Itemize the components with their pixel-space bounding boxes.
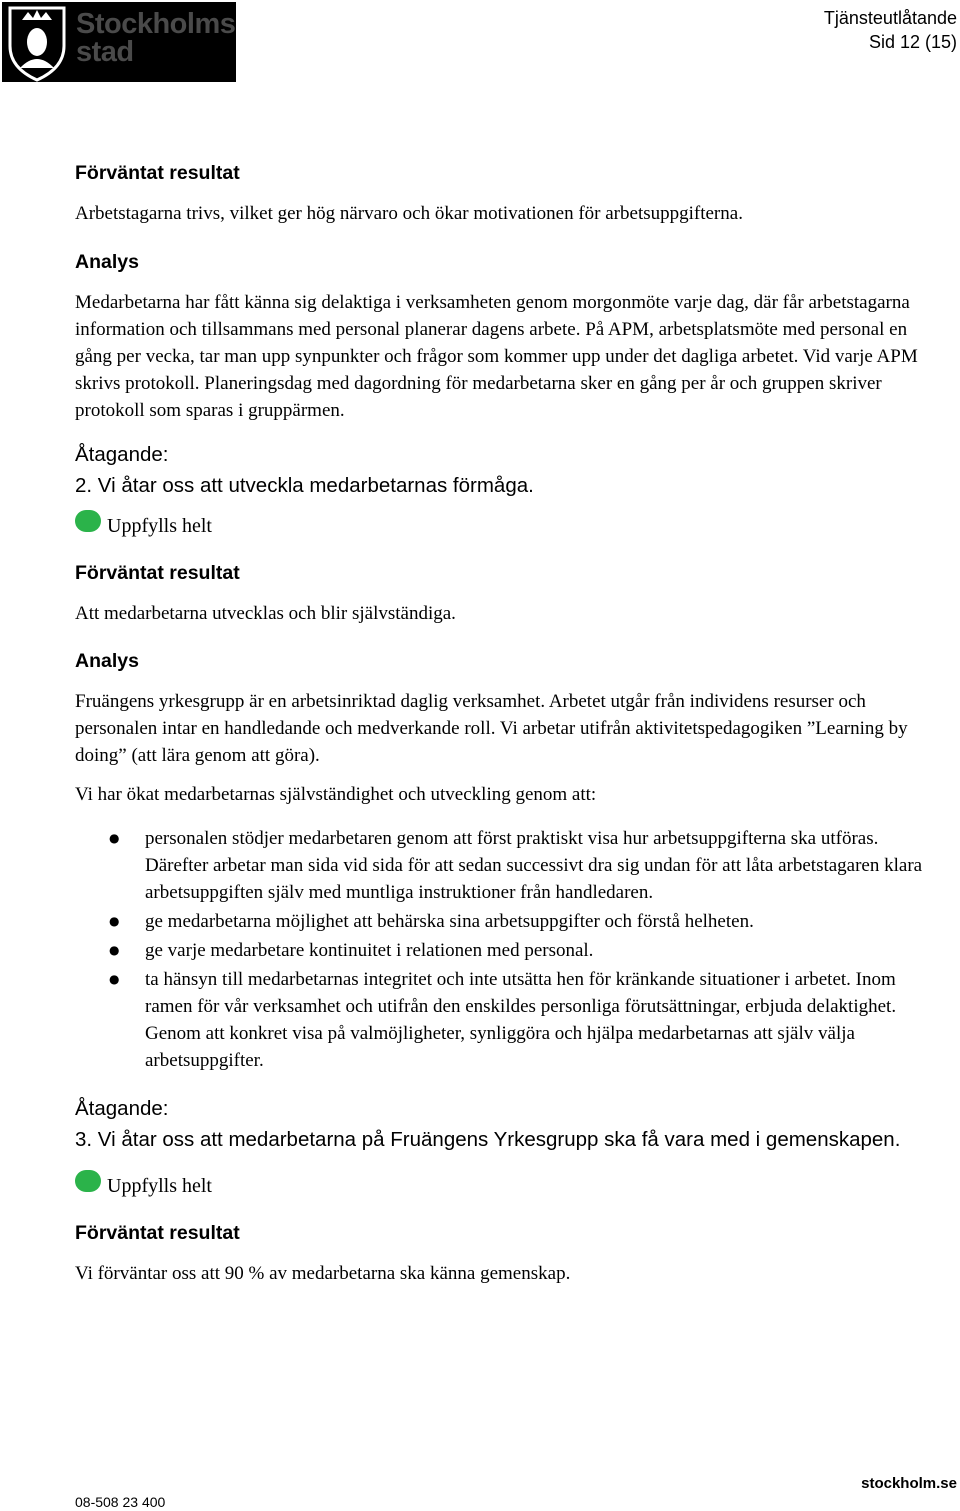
list-item: ● ge varje medarbetare kontinuitet i relationen med personal. <box>75 937 945 964</box>
document-type: Tjänsteutlåtande <box>823 8 957 28</box>
page-number: Sid 12 (15) <box>868 32 957 52</box>
status-green-icon <box>75 510 101 532</box>
crown-shield-icon <box>2 2 76 82</box>
status-text: Uppfylls helt <box>107 1175 212 1197</box>
expected-result-heading: Förväntat resultat <box>75 162 240 184</box>
expected-result-text: Arbetstagarna trivs, vilket ger hög närvaro och ökar motivationen för arbetsuppgifterna. <box>75 203 743 224</box>
analys-heading: Analys <box>75 650 139 672</box>
commitment-text: 3. Vi åtar oss att medarbetarna på Fruängens Yrkesgrupp ska få vara med i gemenskapen. <box>75 1128 901 1151</box>
analys-text: Medarbetarna har fått känna sig delaktiga i verksamheten genom morgonmöte varje dag, där får arbetstagarna information och tillsammans med personal planerar dagens arbete. På APM, arbetsplatsmöte med personal en gång per vecka, tar man upp synpunkter och frågor som kommer upp under det dagliga arbetet. Vid varje APM skrivs protokoll. Planeringsdag med dagordning för medarbetarna sker en gång per år och gruppen skriver protokoll som sparas i gruppärmen. <box>75 292 918 421</box>
commitment-label: Åtagande: <box>75 443 169 466</box>
commitment-text: 2. Vi åtar oss att utveckla medarbetarnas förmåga. <box>75 474 534 497</box>
status-row <box>75 1173 945 1200</box>
bullet-list <box>75 825 945 1074</box>
status-text: Uppfylls helt <box>107 515 212 537</box>
status-green-icon <box>75 1170 101 1192</box>
analys-intro: Vi har ökat medarbetarnas självständighet och utveckling genom att: <box>75 784 597 805</box>
logo-text <box>76 10 235 66</box>
list-item: ● ta hänsyn till medarbetarnas integritet och inte utsätta hen för kränkande situationer i arbetet. Inom ramen för vår verksamhet och utifrån den enskildes personliga förutsättningar, erbjuda delaktighet. Genom att konkret visa på valmöjligheter, synliggöra och hjälpa medarbetarnas att själv välja arbetsuppgifter. <box>75 966 945 1074</box>
footer-phone: 08-508 23 400 <box>75 1494 166 1510</box>
list-item: ● personalen stödjer medarbetaren genom att först praktiskt visa hur arbetsuppgifterna ska utföras. Därefter arbetar man sida vid sida för att sedan successivt dra sig undan för att låta arbetstagaren klara arbetsuppgiften själv med muntliga instruktioner från handledaren. <box>75 825 945 906</box>
stockholms-stad-logo <box>2 2 236 82</box>
analys-heading: Analys <box>75 251 139 273</box>
expected-result-text: Vi förväntar oss att 90 % av medarbetarna ska känna gemenskap. <box>75 1263 571 1284</box>
expected-result-text: Att medarbetarna utvecklas och blir självständiga. <box>75 603 456 624</box>
document-body <box>75 160 945 1287</box>
expected-result-heading: Förväntat resultat <box>75 1222 240 1244</box>
status-row <box>75 513 945 540</box>
list-item: ● ge medarbetarna möjlighet att behärska sina arbetsuppgifter och förstå helheten. <box>75 908 945 935</box>
analys-text: Fruängens yrkesgrupp är en arbetsinriktad daglig verksamhet. Arbetet utgår från individens resurser och personalen intar en handledande och medverkande roll. Vi arbetar utifrån aktivitetspedagogiken ”Learning by doing” (att lära genom att göra). <box>75 691 908 766</box>
logo-line-2: stad <box>76 36 134 68</box>
page-header <box>824 6 957 54</box>
footer-website-link[interactable]: stockholm.se <box>861 1475 957 1492</box>
logo-line-1: Stockholms <box>76 8 236 40</box>
expected-result-heading: Förväntat resultat <box>75 562 240 584</box>
commitment-label: Åtagande: <box>75 1097 169 1120</box>
